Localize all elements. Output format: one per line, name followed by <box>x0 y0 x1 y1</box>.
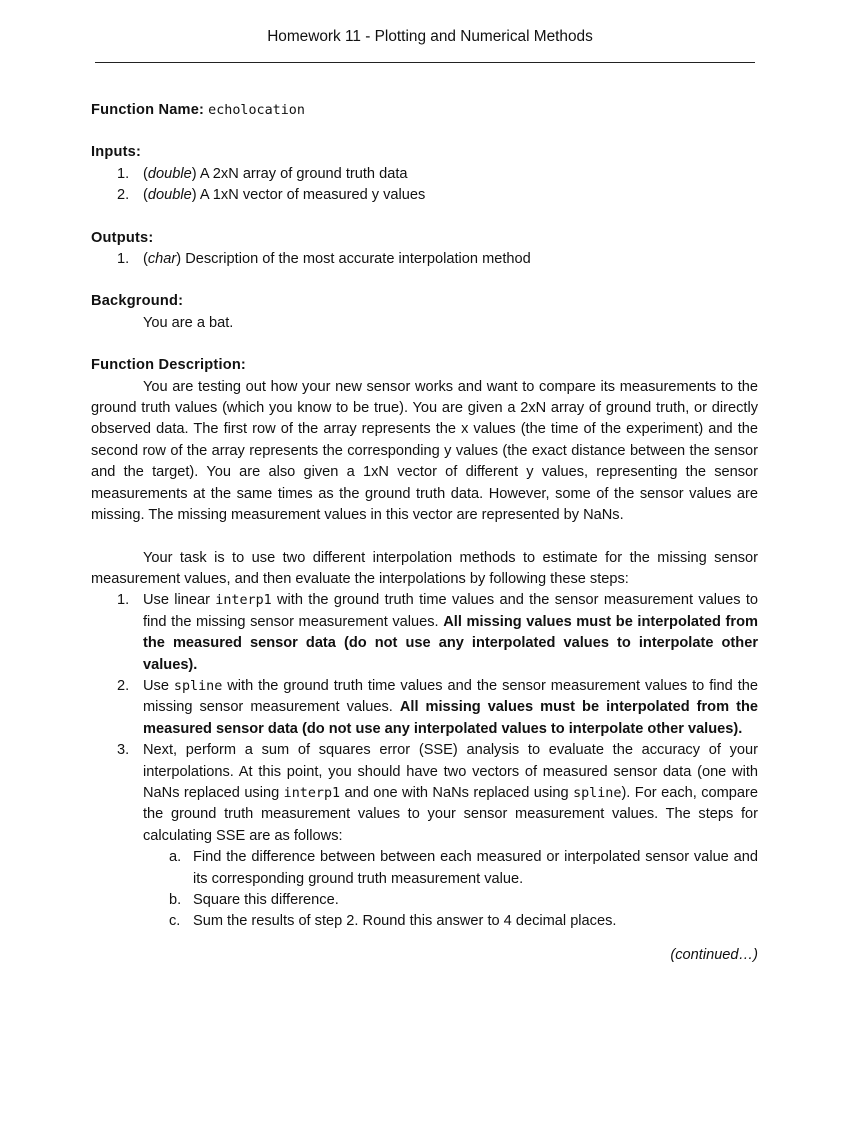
inputs-list <box>91 164 758 207</box>
code-spline: spline <box>173 678 223 694</box>
header-divider <box>95 62 755 63</box>
input-type: double <box>147 187 192 204</box>
sub-step-letter: b. <box>169 892 182 908</box>
sub-step-item <box>91 847 758 890</box>
sub-step-item <box>91 890 758 911</box>
step-text: Next, perform a sum of squares error (SSE) analysis to evaluate the accuracy of your interpolations. At this point, you should have two vectors of measured sensor data (one with NaNs replaced using <box>143 742 758 801</box>
output-number: 1. <box>117 251 130 268</box>
input-number: 2. <box>117 187 130 204</box>
code-interp1: interp1 <box>215 593 272 609</box>
input-number: 1. <box>117 165 130 182</box>
step-text: and one with NaNs replaced using <box>340 784 574 801</box>
background-text: You are a bat. <box>143 314 234 331</box>
outputs-list <box>91 249 758 270</box>
step-number: 1. <box>117 592 130 609</box>
step-item <box>91 676 758 740</box>
sub-step-letter: c. <box>169 913 181 930</box>
step-item <box>91 740 758 847</box>
code-interp1: interp1 <box>283 785 341 801</box>
code-spline: spline <box>573 785 622 801</box>
step-text: Use linear <box>143 592 216 609</box>
input-item: 1. (double) A 2xN array of ground truth data <box>91 164 758 185</box>
background-heading: Background: <box>91 293 184 310</box>
sub-step-text: Square this difference. <box>193 892 339 908</box>
input-type: double <box>147 165 192 182</box>
step-item <box>91 590 758 676</box>
outputs-heading: Outputs: <box>91 229 154 246</box>
function-name-label: Function Name: <box>91 102 205 118</box>
document-body <box>91 100 758 981</box>
inputs-heading: Inputs: <box>91 144 142 161</box>
step-text: ). For each, compare the ground truth measurement values to your sensor measurement values. The steps for calculating SSE are as follows: <box>143 784 758 844</box>
step-number: 3. <box>117 742 130 759</box>
step-emphasis: All missing values must be interpolated from the measured sensor data (do not use any interpolated values to interpolate other values). <box>143 699 758 737</box>
step-number: 2. <box>117 677 130 694</box>
function-name-line <box>91 100 758 121</box>
description-paragraph-1: You are testing out how your new sensor works and want to compare its measurements to the ground truth values (which you know to be true). You are given a 2xN array of ground truth, or directly observed data. The first row of the array represents the x values (the time of the experiment) and the second row of the array represents the corresponding y values (the exact distance between the sensor and the target). You are also given a 1xN vector of different y values, representing the sensor measurements at the same times as the ground truth data. However, some of the sensor values are missing. The missing measurement values in this vector are represented by NaNs. <box>91 378 758 524</box>
description-paragraph-2: Your task is to use two different interpolation methods to estimate for the missing sensor measurement values, and then evaluate the interpolations by following these steps: <box>91 549 758 587</box>
continued-note: (continued…) <box>670 946 758 963</box>
output-type: char <box>147 251 177 268</box>
steps-list <box>91 590 758 933</box>
step-text: with the ground truth time values and the sensor measurement values to find the missing sensor measurement values. <box>143 677 758 716</box>
input-description: A 2xN array of ground truth data <box>196 165 408 182</box>
input-description: A 1xN vector of measured y values <box>196 187 426 204</box>
sub-step-text: Find the difference between between each measured or interpolated sensor value and its corresponding ground truth measurement value. <box>193 849 758 887</box>
function-name: echolocation <box>208 103 305 118</box>
output-description: Description of the most accurate interpolation method <box>181 251 531 268</box>
output-item: 1. (char) Description of the most accurate interpolation method <box>91 249 758 270</box>
page-header: Homework 11 - Plotting and Numerical Methods <box>267 28 593 45</box>
step-text: with the ground truth time values and the sensor measurement values to find the missing sensor measurement values. <box>143 592 759 630</box>
description-heading: Function Description: <box>91 357 246 374</box>
sub-step-text: Sum the results of step 2. Round this answer to 4 decimal places. <box>193 913 617 930</box>
sub-step-item <box>91 911 758 932</box>
step-text: Use <box>143 677 174 694</box>
sub-step-letter: a. <box>169 849 182 866</box>
step-emphasis: All missing values must be interpolated from the measured sensor data (do not use any interpolated values to interpolate other values). <box>143 613 758 673</box>
input-item: 2. (double) A 1xN vector of measured y values <box>91 185 758 206</box>
